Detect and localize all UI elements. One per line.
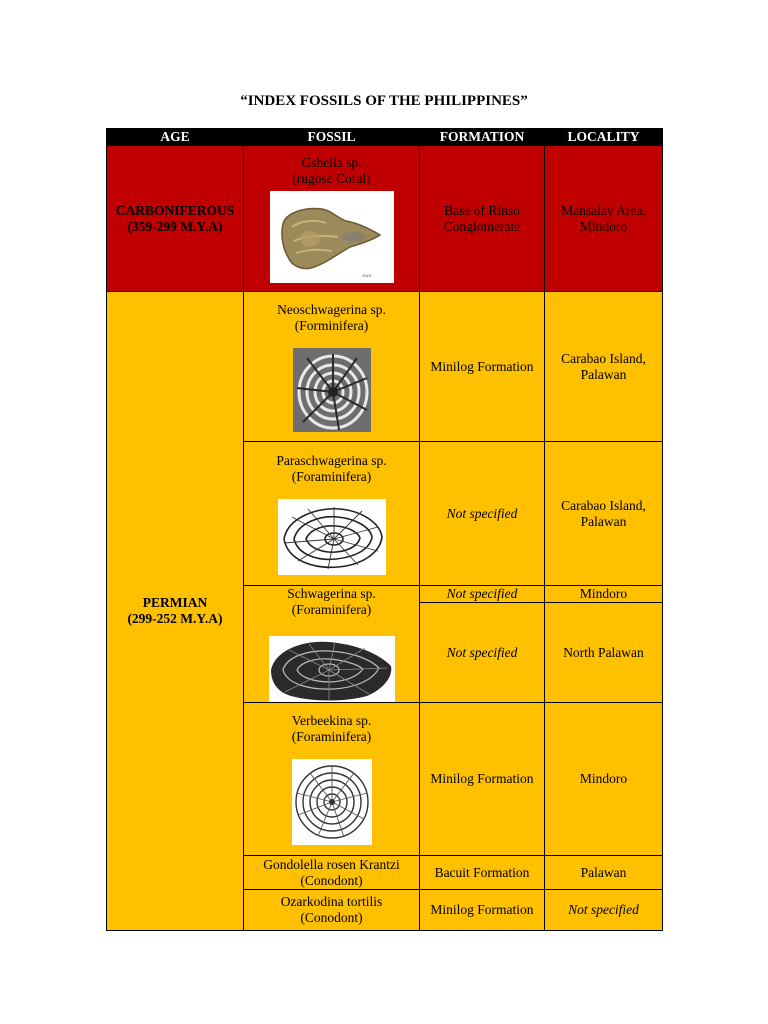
header-locality: LOCALITY	[545, 129, 663, 146]
fossil-cell	[244, 856, 420, 890]
age-name: PERMIAN	[142, 595, 208, 610]
index-fossils-table	[106, 128, 663, 931]
fossil-name: Neoschwagerina sp.	[277, 301, 386, 317]
fossil-group: (Conodont)	[300, 910, 363, 925]
formation-cell: Minilog Formation	[420, 292, 545, 442]
document-title: “INDEX FOSSILS OF THE PHILIPPINES”	[240, 93, 528, 109]
svg-text:www: www	[361, 272, 372, 278]
fossil-cell	[244, 586, 420, 703]
header-formation: FORMATION	[420, 129, 545, 146]
formation-cell: Not specified	[420, 603, 545, 703]
fossil-name: Gshelia sp.	[301, 154, 362, 170]
fossil-group: (Forminifera)	[294, 317, 369, 333]
fossil-name: Gondolella rosen Krantzi	[263, 856, 400, 872]
fossil-cell	[244, 442, 420, 586]
fossil-name: Paraschwagerina sp.	[276, 452, 387, 468]
fossil-cell	[244, 703, 420, 856]
formation-cell: Not specified	[420, 442, 545, 586]
fossil-name: Schwagerina sp.	[287, 586, 376, 601]
fossil-name: Verbeekina sp.	[291, 713, 372, 728]
locality-cell: Mansalay Area, Mindoro	[545, 146, 663, 292]
fossil-cell	[244, 890, 420, 931]
header-age: AGE	[107, 129, 244, 146]
locality-cell: North Palawan	[545, 603, 663, 703]
verbeekina-image	[292, 759, 372, 845]
locality-cell: Carabao Island, Palawan	[545, 442, 663, 586]
fossil-group: (Foraminifera)	[291, 468, 372, 484]
fossil-group: (Conodont)	[300, 872, 363, 888]
locality-cell: Mindoro	[545, 586, 663, 603]
schwagerina-image	[269, 636, 395, 702]
gshelia-coral-image	[270, 191, 394, 283]
formation-cell: Base of Rinso Conglomerate	[420, 146, 545, 292]
header-row	[107, 129, 663, 146]
table-row	[107, 146, 663, 292]
table-row	[107, 292, 663, 442]
age-range: (299-252 M.Y.A)	[127, 611, 223, 626]
formation-cell: Minilog Formation	[420, 890, 545, 931]
formation-cell: Minilog Formation	[420, 703, 545, 856]
fossil-group: (Foraminifera)	[291, 729, 372, 744]
fossil-group: (rugose Coral)	[292, 170, 371, 186]
age-cell-carboniferous	[107, 146, 244, 292]
formation-cell: Not specified	[420, 586, 545, 603]
locality-cell: Palawan	[545, 856, 663, 890]
neoschwagerina-image	[293, 348, 371, 432]
formation-cell: Bacuit Formation	[420, 856, 545, 890]
header-fossil: FOSSIL	[244, 129, 420, 146]
age-cell-permian	[107, 292, 244, 931]
fossil-name: Ozarkodina tortilis	[280, 894, 383, 909]
locality-cell: Not specified	[545, 890, 663, 931]
locality-cell: Carabao Island, Palawan	[545, 292, 663, 442]
age-range: (359-299 M.Y.A)	[127, 218, 223, 234]
locality-cell: Mindoro	[545, 703, 663, 856]
fossil-cell	[244, 292, 420, 442]
age-name: CARBONIFEROUS	[115, 202, 235, 218]
fossil-cell	[244, 146, 420, 292]
fossil-group: (Foraminifera)	[291, 602, 372, 617]
paraschwagerina-image	[278, 499, 386, 575]
